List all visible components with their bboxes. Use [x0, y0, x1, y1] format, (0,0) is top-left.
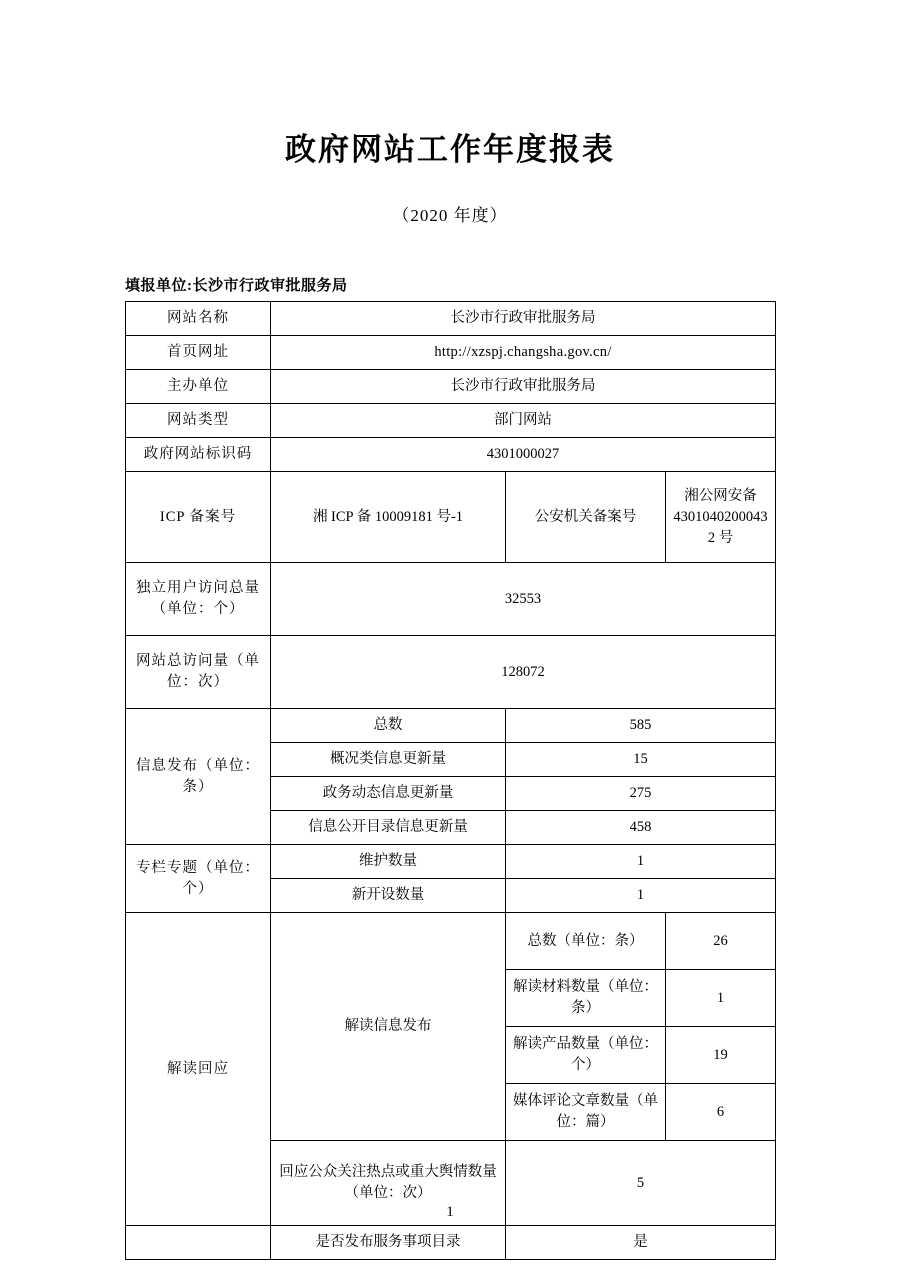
column-topic-label: 专栏专题（单位：个） — [126, 845, 271, 913]
empty-cell — [126, 1226, 271, 1260]
interpretation-row-value: 1 — [666, 970, 776, 1027]
table-row — [126, 1226, 776, 1260]
annual-report-table — [125, 301, 776, 1260]
police-record-label: 公安机关备案号 — [506, 472, 666, 563]
column-row-value: 1 — [506, 879, 776, 913]
police-record-value: 湘公网安备 43010402000432 号 — [666, 472, 776, 563]
info-release-label: 信息发布（单位：条） — [126, 709, 271, 845]
total-visits-value: 128072 — [271, 636, 776, 709]
column-row-label: 新开设数量 — [271, 879, 506, 913]
table-row — [126, 302, 776, 336]
column-row-label: 维护数量 — [271, 845, 506, 879]
interpretation-row-label: 总数（单位：条） — [506, 913, 666, 970]
info-release-row-value: 585 — [506, 709, 776, 743]
column-row-value: 1 — [506, 845, 776, 879]
hotspot-response-label: 回应公众关注热点或重大舆情数量（单位：次） — [271, 1141, 506, 1226]
table-row — [126, 913, 776, 970]
interpretation-row-value: 19 — [666, 1027, 776, 1084]
info-release-row-value: 275 — [506, 777, 776, 811]
table-row — [126, 636, 776, 709]
site-type-label: 网站类型 — [126, 404, 271, 438]
sponsor-label: 主办单位 — [126, 370, 271, 404]
icp-value: 湘 ICP 备 10009181 号-1 — [271, 472, 506, 563]
site-code-label: 政府网站标识码 — [126, 438, 271, 472]
service-catalog-label: 是否发布服务事项目录 — [271, 1226, 506, 1260]
table-row — [126, 370, 776, 404]
unique-visitors-label: 独立用户访问总量（单位：个） — [126, 563, 271, 636]
info-release-row-value: 15 — [506, 743, 776, 777]
site-type-value: 部门网站 — [271, 404, 776, 438]
table-row — [126, 845, 776, 879]
homepage-label: 首页网址 — [126, 336, 271, 370]
interpretation-row-label: 解读产品数量（单位：个） — [506, 1027, 666, 1084]
sponsor-value: 长沙市行政审批服务局 — [271, 370, 776, 404]
table-row — [126, 438, 776, 472]
interpretation-row-label: 解读材料数量（单位：条） — [506, 970, 666, 1027]
service-catalog-value: 是 — [506, 1226, 776, 1260]
filler-unit-label: 填报单位:长沙市行政审批服务局 — [125, 278, 348, 294]
total-visits-label: 网站总访问量（单位：次） — [126, 636, 271, 709]
page-number: 1 — [446, 1204, 454, 1220]
site-code-value: 4301000027 — [271, 438, 776, 472]
interpretation-label: 解读回应 — [126, 913, 271, 1226]
info-release-row-label: 概况类信息更新量 — [271, 743, 506, 777]
table-row — [126, 709, 776, 743]
info-release-row-label: 总数 — [271, 709, 506, 743]
interpretation-row-label: 媒体评论文章数量（单位：篇） — [506, 1084, 666, 1141]
table-row — [126, 404, 776, 438]
unique-visitors-value: 32553 — [271, 563, 776, 636]
info-release-row-label: 政务动态信息更新量 — [271, 777, 506, 811]
icp-label: ICP 备案号 — [126, 472, 271, 563]
info-release-row-label: 信息公开目录信息更新量 — [271, 811, 506, 845]
site-name-value: 长沙市行政审批服务局 — [271, 302, 776, 336]
homepage-value: http://xzspj.changsha.gov.cn/ — [271, 336, 776, 370]
interpretation-row-value: 6 — [666, 1084, 776, 1141]
table-row — [126, 472, 776, 563]
interpretation-release-label: 解读信息发布 — [271, 913, 506, 1141]
site-name-label: 网站名称 — [126, 302, 271, 336]
interpretation-row-value: 26 — [666, 913, 776, 970]
table-row — [126, 336, 776, 370]
page-subtitle: （2020 年度） — [392, 206, 508, 225]
info-release-row-value: 458 — [506, 811, 776, 845]
hotspot-response-value: 5 — [506, 1141, 776, 1226]
table-row — [126, 563, 776, 636]
page-title: 政府网站工作年度报表 — [285, 132, 615, 167]
